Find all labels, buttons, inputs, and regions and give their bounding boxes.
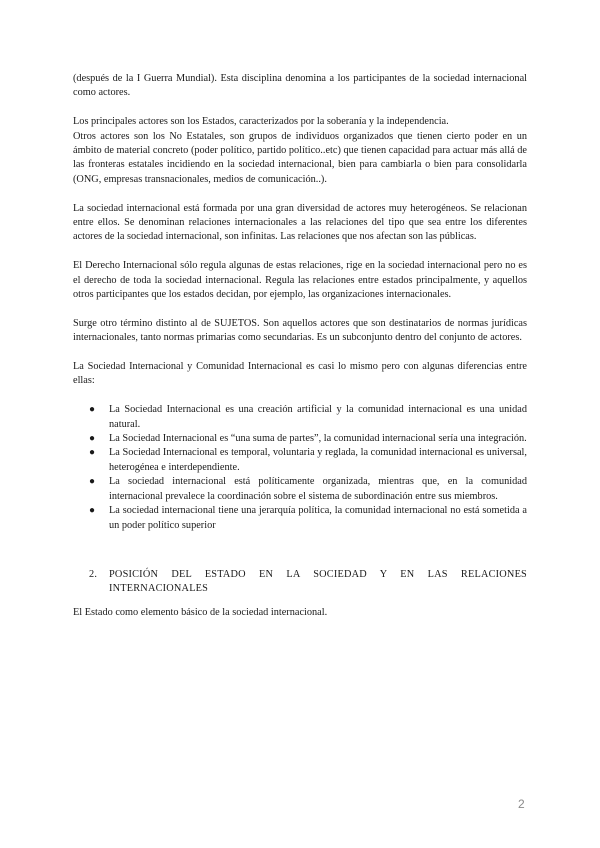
paragraph-state-actors: Los principales actores son los Estados, caracterizados por la soberanía y la independencia. (73, 116, 449, 128)
list-item (73, 446, 527, 475)
bullet-icon: ● (89, 476, 96, 488)
paragraph-differences-intro: La Sociedad Internacional y Comunidad Internacional es casi lo mismo pero con algunas diferencias entre ellas: (73, 361, 527, 387)
list-item-text: La sociedad internacional tiene una jerarquía política, la comunidad internacional no está sometida a un poder político superior (109, 505, 527, 531)
list-item-text: La Sociedad Internacional es “una suma de partes”, la comunidad internacional sería una integración. (109, 433, 527, 445)
paragraph-subjects: Surge otro término distinto al de SUJETOS. Son aquellos actores que son destinatarios de normas jurídicas internacionales, tanto normas primarias como secundarias. Es un subconjunto dentro del conjunto de actores. (73, 317, 527, 344)
section-heading (73, 568, 527, 597)
list-item-text: La sociedad internacional está políticamente organizada, mientras que, en la comunidad internacional prevalece la coordinación sobre el sistema de subordinación entre sus miembros. (109, 476, 527, 502)
section-title: POSICIÓN DEL ESTADO EN LA SOCIEDAD Y EN LAS RELACIONES INTERNACIONALES (109, 568, 527, 595)
list-item (73, 504, 527, 533)
list-item-text: La Sociedad Internacional es temporal, voluntaria y reglada, la comunidad internacional es universal, heterogénea e interdependiente. (109, 447, 527, 473)
list-item (73, 403, 527, 432)
list-item (73, 475, 527, 504)
section-number: 2. (89, 568, 98, 580)
bullet-icon: ● (89, 505, 96, 517)
paragraph-intro: (después de la I Guerra Mundial). Esta disciplina denomina a los participantes de la sociedad internacional como actores. (73, 73, 527, 99)
paragraph-closing: El Estado como elemento básico de la sociedad internacional. (73, 606, 328, 618)
differences-list (73, 403, 527, 533)
list-item-text: La Sociedad Internacional es una creación artificial y la comunidad internacional es una unidad natural. (109, 404, 527, 430)
bullet-icon: ● (89, 447, 96, 459)
page-number: 2 (518, 797, 525, 811)
paragraph-international-law: El Derecho Internacional sólo regula algunas de estas relaciones, rige en la sociedad internacional pero no es el derecho de toda la sociedad internacional. Regula las relaciones entre estados principalmente, y aquellos otros participantes que los estados decidan, por ejemplo, las organizaciones internacionales. (73, 260, 527, 301)
bullet-icon: ● (89, 404, 96, 416)
paragraph-international-society: La sociedad internacional está formada por una gran diversidad de actores muy heterogéneos. Se relacionan entre ellos. Se denominan relaciones internacionales a las relaciones del tipo que sea entre los diferentes actores de la sociedad internacional, son infinitas. Las relaciones que nos afectan son las públicas. (73, 202, 527, 243)
paragraph-non-state-actors: Otros actores son los No Estatales, son grupos de individuos organizados que tienen cierto poder en un ámbito de material concreto (poder político, partido político..etc) que tienen capacidad para actuar más allá de las fronteras estatales incidiendo en la sociedad internacional, bien para cambiarla o bien para consolidarla (ONG, empresas transnacionales, medios de comunicación..). (73, 130, 527, 185)
list-item (73, 432, 527, 446)
bullet-icon: ● (89, 433, 96, 445)
document-page (73, 72, 527, 620)
